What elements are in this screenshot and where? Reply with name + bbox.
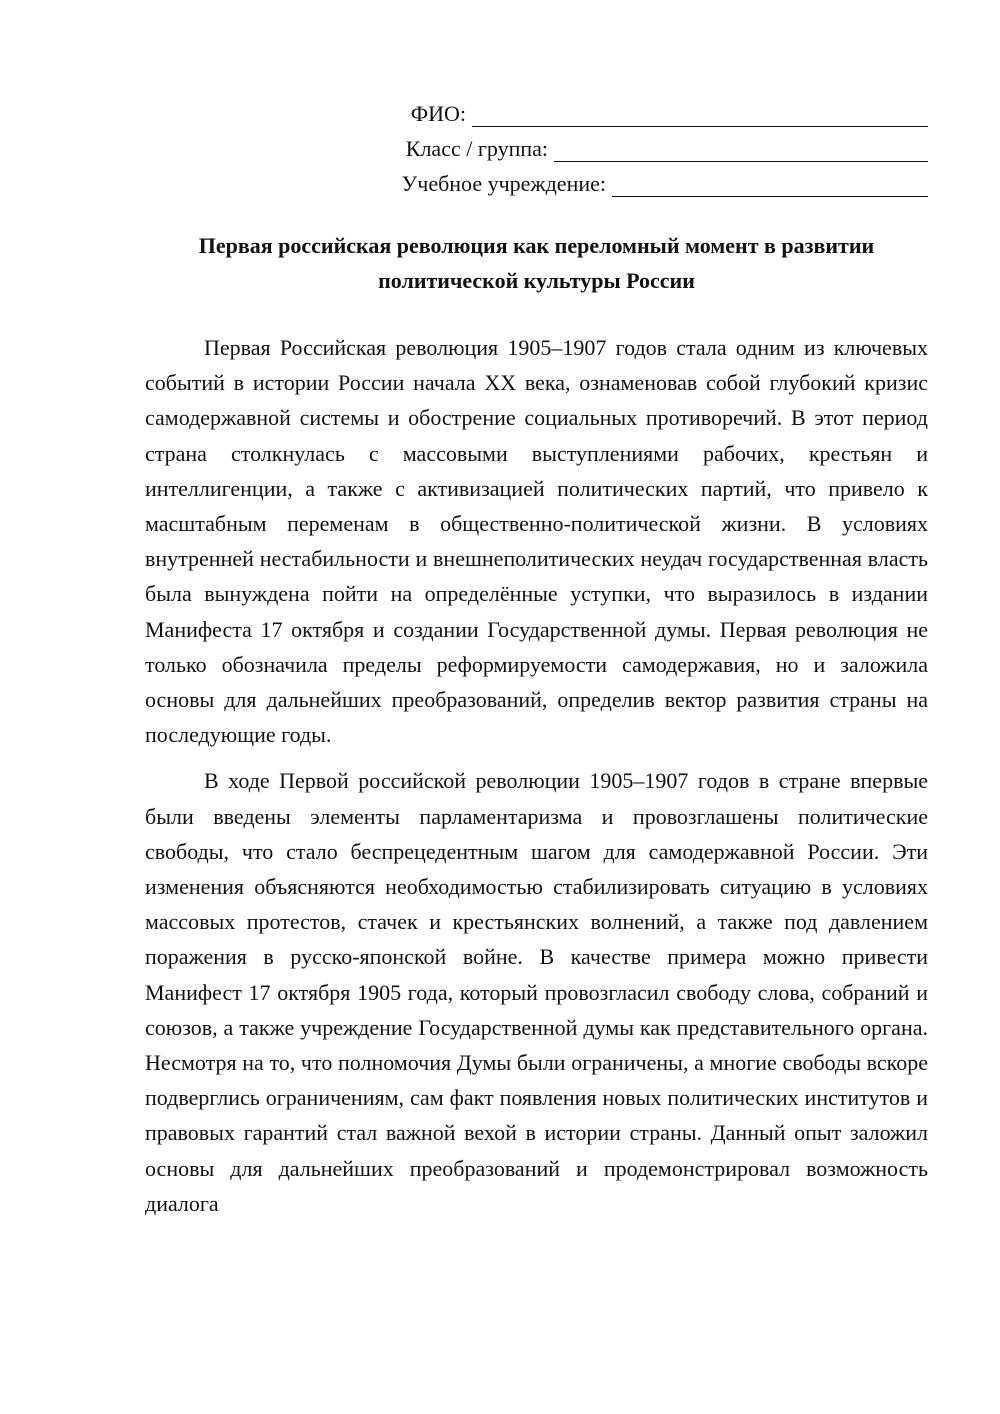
- paragraph: В ходе Первой российской революции 1905–1907 годов в стране впервые были введены элементы парламентаризма и провозглашены политические свободы, что стало беспрецедентным шагом для самодержавной России. Эти изменения объясняются необходимостью стабилизировать ситуацию в условиях массовых протестов, стачек и крестьянских волнений, а также под давлением поражения в русско-японской войне. В качестве примера можно привести Манифест 17 октября 1905 года, который провозгласил свободу слова, собраний и союзов, а также учреждение Государственной думы как представительного органа. Несмотря на то, что полномочия Думы были ограничены, а многие свободы вскоре подверглись ограничениям, сам факт появления новых политических институтов и правовых гарантий стал важной вехой в истории страны. Данный опыт заложил основы для дальнейших преобразований и продемонстрировал возможность диалога: [145, 768, 928, 1216]
- institution-field-row: [300, 162, 928, 197]
- name-field-label: ФИО:: [410, 101, 466, 126]
- class-field-row: [300, 127, 928, 162]
- name-field-blank-line[interactable]: [472, 104, 928, 127]
- paragraph: Первая Российская революция 1905–1907 годов стала одним из ключевых событий в истории России начала XX века, ознаменовав собой глубокий кризис самодержавной системы и обострение социальных противоречий. В этот период страна столкнулась с массовыми выступлениями рабочих, крестьян и интеллигенции, а также с активизацией политических партий, что привело к масштабным переменам в общественно-политической жизни. В условиях внутренней нестабильности и внешнеполитических неудач государственная власть была вынуждена пойти на определённые уступки, что выразилось в издании Манифеста 17 октября и создании Государственной думы. Первая революция не только обозначила пределы реформируемости самодержавия, но и заложила основы для дальнейших преобразований, определив вектор развития страны на последующие годы.: [145, 335, 928, 748]
- name-field-row: [300, 92, 928, 127]
- class-field-label: Класс / группа:: [405, 136, 548, 161]
- institution-field-blank-line[interactable]: [612, 174, 928, 197]
- student-info-fields: [300, 92, 928, 197]
- essay-body: [145, 330, 928, 1232]
- institution-field-label: Учебное учреждение:: [401, 171, 606, 196]
- essay-title: Первая российская революция как переломный момент в развитии политической культуры России: [198, 233, 875, 293]
- class-field-blank-line[interactable]: [554, 139, 928, 162]
